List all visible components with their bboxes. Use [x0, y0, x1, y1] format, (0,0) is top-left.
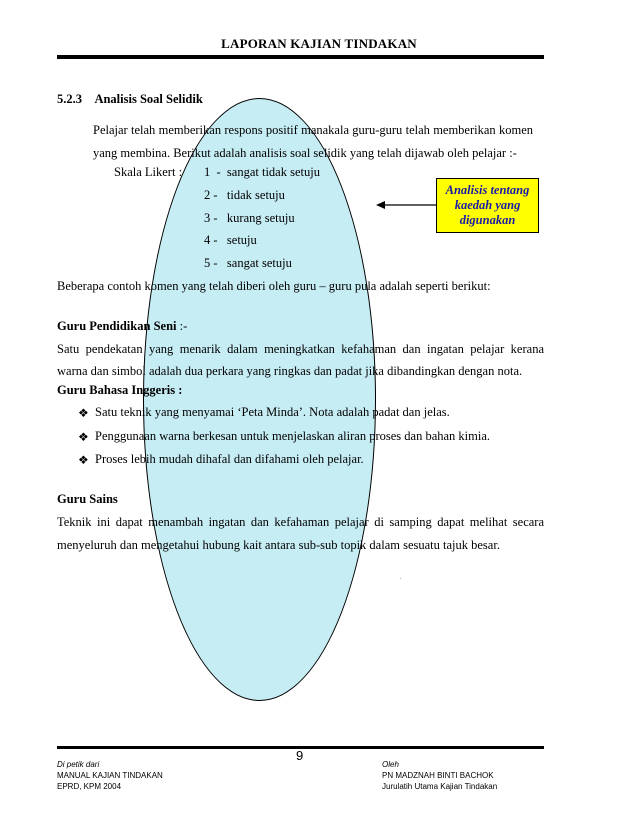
sains-line-2: menyeluruh dan mengetahui hubung kait antara sub-sub topik dalam sesuatu tajuk besar. — [57, 538, 500, 552]
callout-text: Analisis tentang kaedah yang digunakan — [445, 183, 530, 227]
intro-line-1: Pelajar telah memberikan respons positif manakala guru-guru telah memberikan komen — [93, 123, 533, 137]
likert-item: 4 - setuju — [204, 233, 257, 247]
page-header-title: LAPORAN KAJIAN TINDAKAN — [221, 36, 417, 51]
likert-label: Skala Likert : — [114, 165, 183, 179]
likert-item: 2 - tidak setuju — [204, 188, 285, 202]
callout-arrow — [376, 199, 438, 211]
likert-item: 5 - sangat setuju — [204, 256, 292, 270]
comments-intro: Beberapa contoh komen yang telah diberi oleh guru – guru pula adalah seperti berikut: — [57, 279, 491, 293]
inggeris-heading: Guru Bahasa Inggeris : — [57, 383, 183, 397]
footer-left-line: Di petik dari — [57, 760, 100, 769]
likert-item: 3 - kurang setuju — [204, 211, 295, 225]
stray-dot — [400, 578, 401, 579]
footer-left-line: MANUAL KAJIAN TINDAKAN — [57, 771, 163, 780]
seni-heading-label: Guru Pendidikan Seni — [57, 319, 177, 333]
seni-line-1: Satu pendekatan yang menarik dalam meningkatkan kefahaman dan ingatan pelajar kerana — [57, 342, 544, 356]
inggeris-bullet: Proses lebih mudah dihafal dan difahami oleh pelajar. — [95, 452, 364, 466]
inggeris-bullet: Satu teknik yang menyamai ‘Peta Minda’. Nota adalah padat dan jelas. — [95, 405, 450, 419]
diamond-bullet-icon: ❖ — [78, 453, 89, 467]
intro-line-2: yang membina. Berikut adalah analisis soal selidik yang telah dijawab oleh pelajar :- — [93, 146, 517, 160]
footer-right-line: Oleh — [382, 760, 399, 769]
seni-heading-suffix: :- — [176, 319, 188, 333]
page-number: 9 — [296, 748, 304, 763]
footer-right — [382, 759, 497, 792]
diamond-bullet-icon: ❖ — [78, 406, 89, 420]
section-title: Analisis Soal Selidik — [94, 92, 203, 106]
callout-box — [436, 178, 539, 233]
seni-heading — [57, 318, 187, 334]
diamond-bullet-icon: ❖ — [78, 430, 89, 444]
section-number: 5.2.3 — [57, 92, 82, 106]
sains-line-1: Teknik ini dapat menambah ingatan dan kefahaman pelajar di samping dapat melihat secara — [57, 515, 544, 529]
footer-right-line: Jurulatih Utama Kajian Tindakan — [382, 782, 498, 791]
seni-line-2: warna dan simbol adalah dua perkara yang ringkas dan padat jika dibandingkan dengan nota. — [57, 364, 523, 378]
inggeris-bullet: Penggunaan warna berkesan untuk menjelaskan aliran proses dan bahan kimia. — [95, 429, 491, 443]
sains-heading: Guru Sains — [57, 492, 118, 506]
likert-item: 1 - sangat tidak setuju — [204, 165, 320, 179]
header-divider — [57, 55, 544, 59]
footer-left-line: EPRD, KPM 2004 — [57, 782, 122, 791]
section-heading — [57, 92, 203, 107]
footer-left — [57, 759, 163, 792]
footer-right-line: PN MADZNAH BINTI BACHOK — [382, 771, 494, 780]
